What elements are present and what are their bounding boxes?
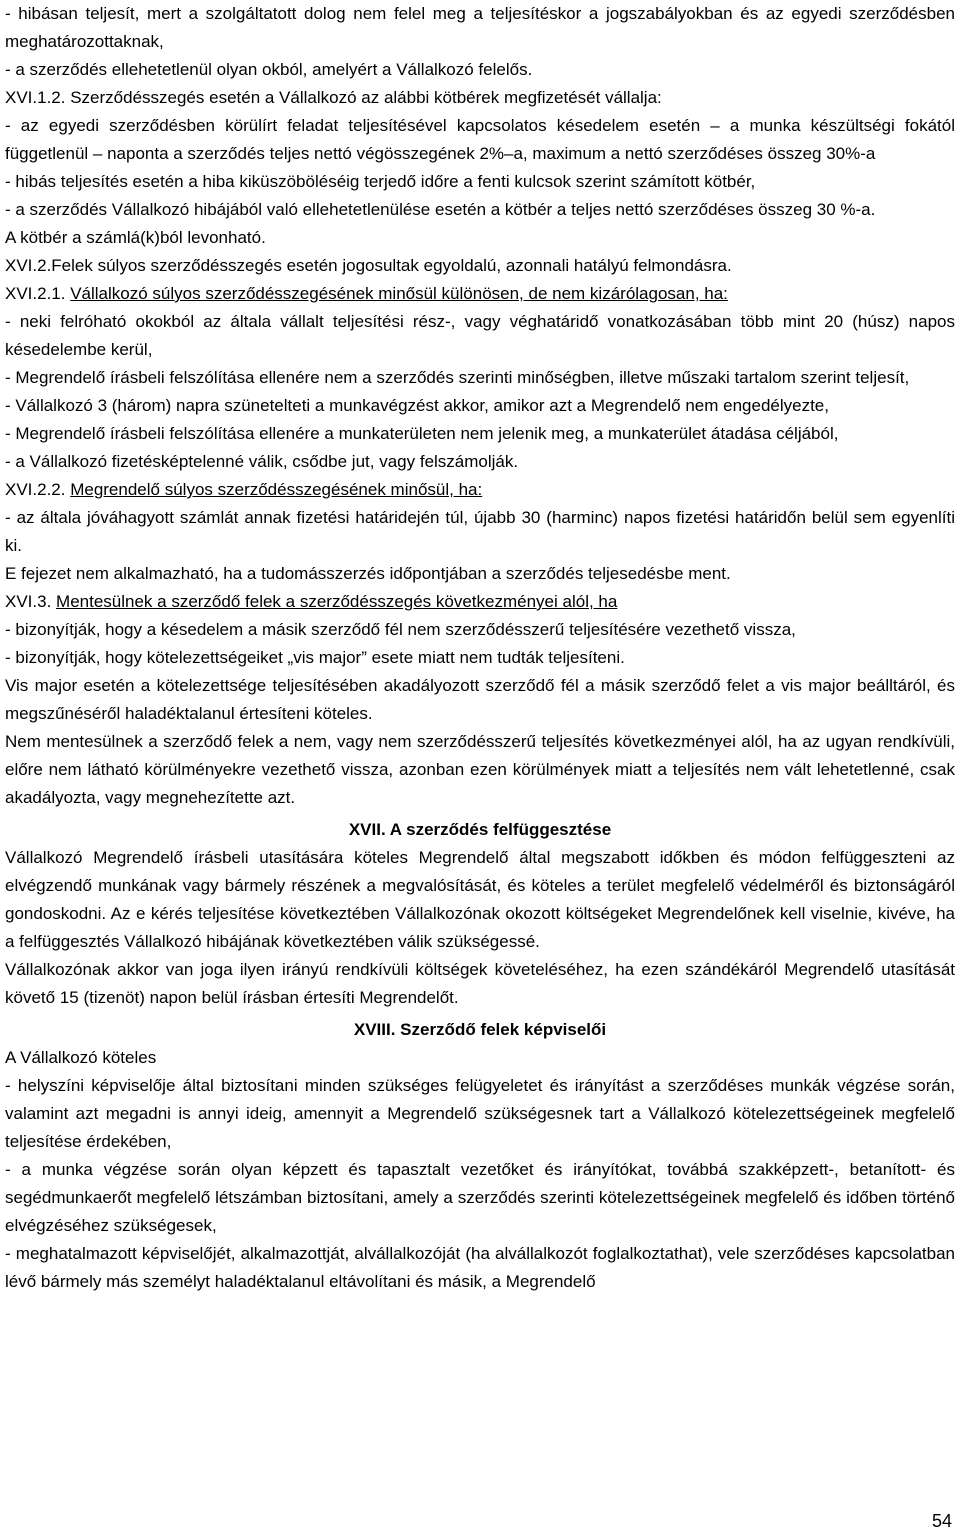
paragraph-text: A kötbér a számlá(k)ból levonható. xyxy=(5,228,266,247)
paragraph xyxy=(5,420,955,448)
paragraph xyxy=(5,112,955,168)
section-heading-xviii: XVIII. Szerződő felek képviselői xyxy=(353,1020,607,1039)
section-xvii-body xyxy=(5,844,955,1012)
paragraph xyxy=(5,448,955,476)
underlined-heading: Vállalkozó súlyos szerződésszegésének minősül különösen, de nem kizárólagosan, ha: xyxy=(70,284,728,303)
paragraph-text: - a szerződés Vállalkozó hibájából való ellehetetlenülése esetén a kötbér a teljes nettó szerződéses összeg 30 %-a. xyxy=(5,200,876,219)
paragraph-text: Nem mentesülnek a szerződő felek a nem, vagy nem szerződésszerű teljesítés következményei alól, ha az ugyan rendkívüli, előre nem látható körülményekre vezethető vissza, azonban ezen körülmények miatt a teljesítés nem vált lehetetlenné, csak akadályozta, vagy megnehezítette azt. xyxy=(5,732,955,807)
paragraph: - meghatalmazott képviselőjét, alkalmazottját, alvállalkozóját (ha alvállalkozót foglalkoztathat), vele szerződéses kapcsolatban lévő bármely más személyt haladéktalanul eltávolítani és másik, a Megrendelő xyxy=(5,1244,955,1291)
paragraph xyxy=(5,84,955,112)
paragraph xyxy=(5,196,955,224)
section-heading-xvii: XVII. A szerződés felfüggesztése xyxy=(348,820,612,839)
paragraph xyxy=(5,308,955,364)
underlined-heading: Mentesülnek a szerződő felek a szerződésszegés következményei alól, ha xyxy=(56,592,618,611)
paragraph-text: - bizonyítják, hogy a késedelem a másik szerződő fél nem szerződésszerű teljesítésére vezethető vissza, xyxy=(5,620,796,639)
paragraph-text: XVI.2.Felek súlyos szerződésszegés esetén jogosultak egyoldalú, azonnali hatályú felmondásra. xyxy=(5,256,732,275)
clause-number: XVI.3. xyxy=(5,592,57,611)
body-text xyxy=(5,0,955,812)
paragraph xyxy=(5,392,955,420)
paragraph xyxy=(5,560,955,588)
paragraph xyxy=(5,168,955,196)
clause-number: XVI.1.2. xyxy=(5,88,71,107)
paragraph-text: - neki felróható okokból az általa vállalt teljesítési rész-, vagy véghatáridő vonatkozásában több mint 20 (húsz) napos késedelembe kerül, xyxy=(5,312,955,359)
paragraph xyxy=(5,728,955,812)
paragraph-text: - bizonyítják, hogy kötelezettségeiket „vis major” esete miatt nem tudták teljesíteni. xyxy=(5,648,625,667)
paragraph: Vállalkozó Megrendelő írásbeli utasítására köteles Megrendelő által megszabott időkben és módon felfüggeszteni az elvégzendő munkának vagy bármely részének a megvalósítását, és köteles a terület megfelelő védelméről és biztonságáról gondoskodni. Az e kérés teljesítése következtében Vállalkozónak okozott költségeket Megrendelőnek kell viselnie, kivéve, ha a felfüggesztés Vállalkozó hibájának következtében válik szükségessé. xyxy=(5,848,955,951)
paragraph: A Vállalkozó köteles xyxy=(5,1048,157,1067)
paragraph xyxy=(5,616,955,644)
paragraph: - a munka végzése során olyan képzett és tapasztalt vezetőket és irányítókat, továbbá szakképzett-, betanított- és segédmunkaerőt megfelelő létszámban biztosítani, amely a szerződés szerinti kötelezettségeinek megfelelő és időben történő elvégzéséhez szükségesek, xyxy=(5,1160,955,1235)
paragraph-text: - a Vállalkozó fizetésképtelenné válik, csődbe jut, vagy felszámolják. xyxy=(5,452,519,471)
paragraph xyxy=(5,224,955,252)
paragraph-text: E fejezet nem alkalmazható, ha a tudomásszerzés időpontjában a szerződés teljesedésbe ment. xyxy=(5,564,731,583)
paragraph-text: Szerződésszegés esetén a Vállalkozó az alábbi kötbérek megfizetését vállalja: xyxy=(70,88,662,107)
page-number: 54 xyxy=(931,1511,952,1531)
paragraph xyxy=(5,504,955,560)
paragraph-text: - Megrendelő írásbeli felszólítása ellenére nem a szerződés szerinti minőségben, illetve műszaki tartalom szerint teljesít, xyxy=(5,368,910,387)
underlined-heading: Megrendelő súlyos szerződésszegésének minősül, ha: xyxy=(70,480,483,499)
paragraph-text: Vis major esetén a kötelezettsége teljesítésében akadályozott szerződő fél a másik szerződő felet a vis major beálltáról, és megszűnéséről haladéktalanul értesíteni köteles. xyxy=(5,676,955,723)
paragraph xyxy=(5,476,955,504)
paragraph-text: - a szerződés ellehetetlenül olyan okból, amelyért a Vállalkozó felelős. xyxy=(5,60,533,79)
paragraph xyxy=(5,364,955,392)
paragraph xyxy=(5,280,955,308)
paragraph xyxy=(5,644,955,672)
paragraph xyxy=(5,56,955,84)
paragraph xyxy=(5,588,955,616)
paragraph-text: - hibás teljesítés esetén a hiba kiküszöböléséig terjedő időre a fenti kulcsok szerint számított kötbér, xyxy=(5,172,756,191)
paragraph-text: - az egyedi szerződésben körülírt feladat teljesítésével kapcsolatos késedelem esetén – a munka készültségi fokától függetlenül – naponta a szerződés teljes nettó végösszegének 2%–a, maximum a nettó szerződéses összeg 30%-a xyxy=(5,116,955,163)
paragraph xyxy=(5,672,955,728)
section-xviii-body xyxy=(5,1044,955,1296)
paragraph xyxy=(5,252,955,280)
document-page xyxy=(5,0,955,1296)
paragraph xyxy=(5,0,955,56)
paragraph-text: - Megrendelő írásbeli felszólítása ellenére a munkaterületen nem jelenik meg, a munkaterület átadása céljából, xyxy=(5,424,839,443)
clause-number: XVI.2.1. xyxy=(5,284,71,303)
paragraph: - helyszíni képviselője által biztosítani minden szükséges felügyeletet és irányítást a szerződéses munkák végzése során, valamint azt megadni is annyi ideig, amennyit a Megrendelő szükségesnek tart a Vállalkozó kötelezettségeinek megfelelő teljesítése érdekében, xyxy=(5,1076,955,1151)
paragraph-text: - hibásan teljesít, mert a szolgáltatott dolog nem felel meg a teljesítéskor a jogszabályokban és az egyedi szerződésben meghatározottaknak, xyxy=(5,4,955,51)
paragraph: Vállalkozónak akkor van joga ilyen irányú rendkívüli költségek követeléséhez, ha ezen szándékáról Megrendelő utasítását követő 15 (tizenöt) napon belül írásban értesíti Megrendelőt. xyxy=(5,960,955,1007)
paragraph-text: - Vállalkozó 3 (három) napra szünetelteti a munkavégzést akkor, amikor azt a Megrendelő nem engedélyezte, xyxy=(5,396,829,415)
paragraph-text: - az általa jóváhagyott számlát annak fizetési határidején túl, újabb 30 (harminc) napos fizetési határidőn belül sem egyenlíti ki. xyxy=(5,508,955,555)
clause-number: XVI.2.2. xyxy=(5,480,71,499)
